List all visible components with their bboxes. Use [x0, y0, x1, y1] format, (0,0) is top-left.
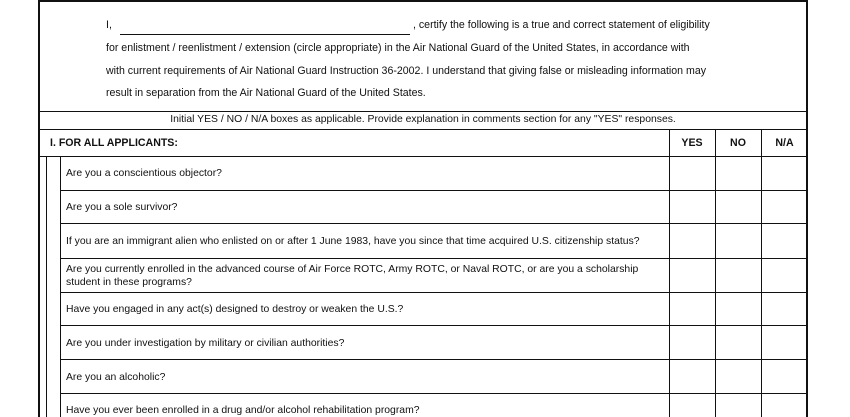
question-text: Are you an alcoholic?: [66, 372, 166, 383]
question-text: Are you under investigation by military or civilian authorities?: [66, 338, 345, 349]
question-text: Have you ever been enrolled in a drug and/or alcohol rehabilitation program?: [66, 405, 420, 416]
answer-no-box[interactable]: [716, 259, 761, 292]
answer-na-box[interactable]: [762, 191, 807, 223]
column-na: N/A: [775, 137, 794, 149]
answer-no-box[interactable]: [716, 293, 761, 325]
column-yes: YES: [681, 137, 703, 149]
answer-no-box[interactable]: [716, 191, 761, 223]
answer-na-box[interactable]: [762, 326, 807, 359]
answer-na-box[interactable]: [762, 293, 807, 325]
answer-yes-box[interactable]: [670, 293, 715, 325]
divider: [38, 129, 808, 130]
answer-no-box[interactable]: [716, 157, 761, 190]
answer-no-box[interactable]: [716, 360, 761, 393]
question-text: Have you engaged in any act(s) designed to destroy or weaken the U.S.?: [66, 304, 404, 315]
answer-yes-box[interactable]: [670, 259, 715, 292]
question-text: Are you a conscientious objector?: [66, 168, 222, 179]
margin-line: [60, 156, 61, 417]
answer-no-box[interactable]: [716, 394, 761, 417]
name-input-line[interactable]: [120, 34, 410, 35]
instructions-text: Initial YES / NO / N/A boxes as applicable. Provide explanation in comments section for any "YES" responses.: [170, 114, 676, 125]
statement-line-1: , certify the following is a true and correct statement of eligibility: [413, 19, 710, 31]
statement-prefix: I,: [106, 19, 112, 31]
statement-line-3: with current requirements of Air National Guard Instruction 36-2002. I understand that giving false or misleading information may: [106, 65, 707, 77]
question-text: Are you currently enrolled in the advanced course of Air Force ROTC, Army ROTC, or Naval ROTC, or are you a scholarship student in these programs?: [66, 264, 639, 288]
answer-na-box[interactable]: [762, 157, 807, 190]
answer-no-box[interactable]: [716, 224, 761, 258]
divider: [38, 111, 808, 112]
answer-yes-box[interactable]: [670, 157, 715, 190]
section-title: I. FOR ALL APPLICANTS:: [50, 137, 178, 149]
answer-yes-box[interactable]: [670, 394, 715, 417]
answer-na-box[interactable]: [762, 259, 807, 292]
answer-yes-box[interactable]: [670, 191, 715, 223]
answer-yes-box[interactable]: [670, 224, 715, 258]
answer-na-box[interactable]: [762, 224, 807, 258]
answer-yes-box[interactable]: [670, 360, 715, 393]
statement-line-4: result in separation from the Air National Guard of the United States.: [106, 87, 426, 99]
question-text: Are you a sole survivor?: [66, 202, 178, 213]
statement-line-2: for enlistment / reenlistment / extension (circle appropriate) in the Air National Guard of the United States, in accordance with: [106, 42, 690, 54]
column-no: NO: [730, 137, 746, 149]
answer-na-box[interactable]: [762, 394, 807, 417]
answer-yes-box[interactable]: [670, 326, 715, 359]
question-text: If you are an immigrant alien who enlisted on or after 1 June 1983, have you since that time acquired U.S. citizenship status?: [66, 236, 640, 247]
answer-no-box[interactable]: [716, 326, 761, 359]
margin-line: [46, 156, 47, 417]
answer-na-box[interactable]: [762, 360, 807, 393]
